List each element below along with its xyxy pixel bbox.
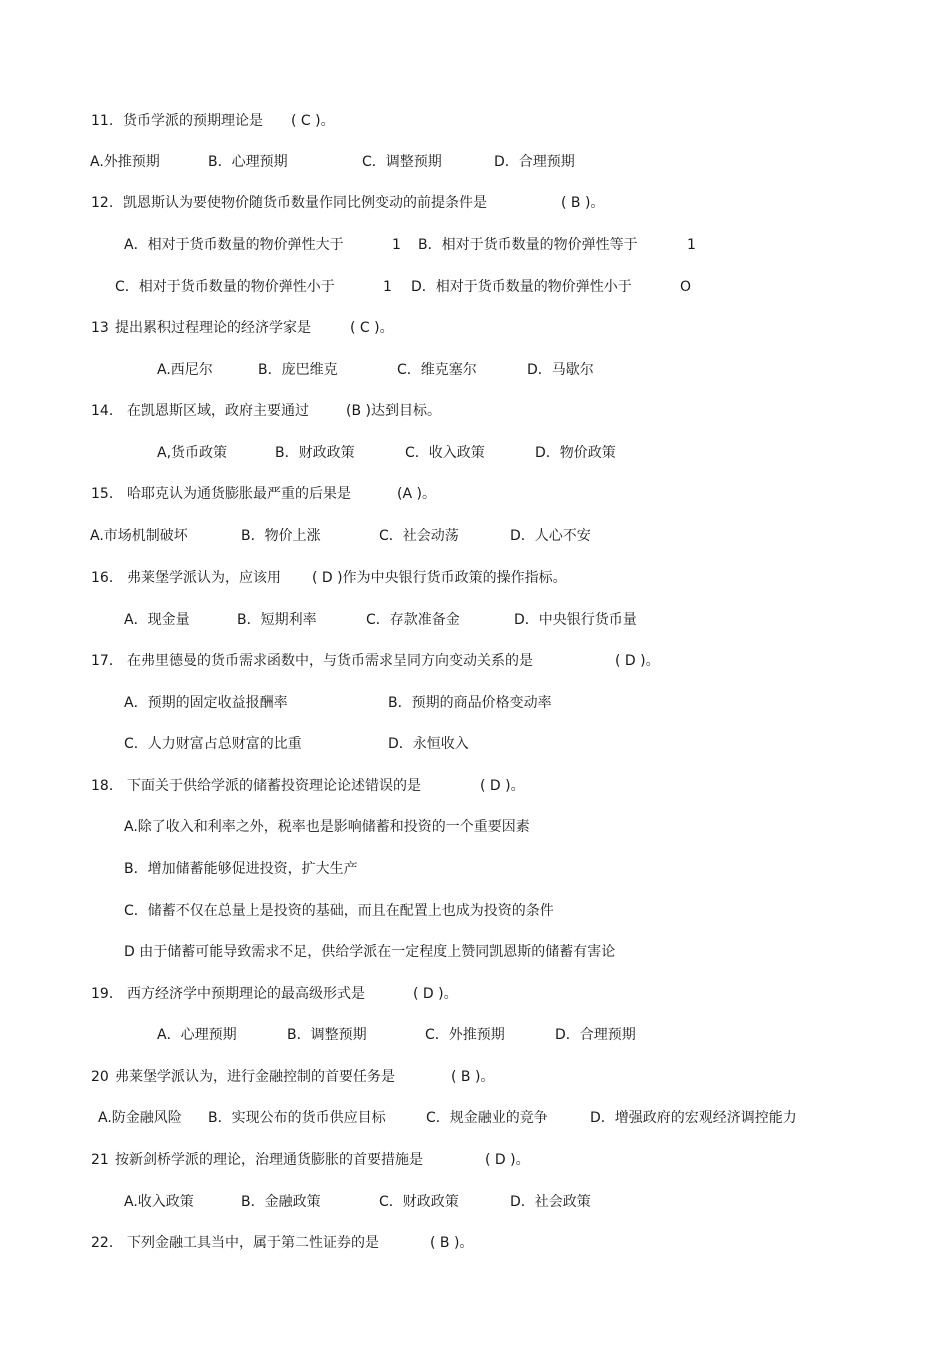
option-c: C．相对于货币数量的物价弹性小于 bbox=[115, 279, 335, 295]
answer-bracket: ( D )作为中央银行货币政策的操作指标。 bbox=[312, 570, 567, 586]
option-b: B．金融政策 bbox=[241, 1194, 321, 1210]
question-number: 22． bbox=[91, 1235, 123, 1251]
option-a: A.外推预期 bbox=[90, 154, 160, 170]
question-stem: 下列金融工具当中，属于第二性证券的是 bbox=[127, 1235, 379, 1251]
question-number: 14． bbox=[91, 403, 123, 419]
option-b: B．物价上涨 bbox=[241, 528, 321, 544]
option-c: C．调整预期 bbox=[362, 154, 442, 170]
question-stem: 在弗里德曼的货币需求函数中，与货币需求呈同方向变动关系的是 bbox=[127, 653, 533, 669]
option-d: D．增强政府的宏观经济调控能力 bbox=[590, 1110, 797, 1126]
question-number: 15． bbox=[91, 486, 123, 502]
option-c: C．社会动荡 bbox=[379, 528, 459, 544]
option-b: B．实现公布的货币供应目标 bbox=[208, 1110, 386, 1126]
option-a: A.西尼尔 bbox=[157, 362, 213, 378]
question-number: 18． bbox=[91, 778, 123, 794]
option-a: A.防金融风险 bbox=[98, 1110, 182, 1126]
option-a: A.市场机制破坏 bbox=[90, 528, 188, 544]
option-a: A．心理预期 bbox=[157, 1027, 237, 1043]
option-d: D．马歇尔 bbox=[527, 362, 594, 378]
option-c: C．外推预期 bbox=[425, 1027, 505, 1043]
option-b: B．财政政策 bbox=[275, 445, 355, 461]
option-b: B．相对于货币数量的物价弹性等于 bbox=[418, 237, 638, 253]
question-number: 16． bbox=[91, 570, 123, 586]
answer-bracket: ( D )。 bbox=[480, 778, 525, 794]
question-stem: 货币学派的预期理论是 bbox=[123, 113, 263, 129]
option-a: A．预期的固定收益报酬率 bbox=[124, 695, 288, 711]
option-c-value: 1 bbox=[383, 279, 392, 295]
option-d: D．社会政策 bbox=[510, 1194, 591, 1210]
option-d: D．中央银行货币量 bbox=[514, 612, 637, 628]
answer-bracket: ( B )。 bbox=[561, 195, 605, 211]
option-a: A．现金量 bbox=[124, 612, 190, 628]
answer-bracket: ( D )。 bbox=[413, 986, 458, 1002]
answer-bracket: ( B )。 bbox=[430, 1235, 474, 1251]
option-d-value: O bbox=[680, 279, 692, 295]
option-c: C．维克塞尔 bbox=[397, 362, 477, 378]
answer-bracket: (A )。 bbox=[397, 486, 436, 502]
question-stem: 在凯恩斯区域，政府主要通过 bbox=[127, 403, 309, 419]
question-stem: 提出累积过程理论的经济学家是 bbox=[115, 320, 311, 336]
option-d: D．合理预期 bbox=[494, 154, 575, 170]
question-number: 20 bbox=[91, 1069, 109, 1085]
answer-bracket: ( D )。 bbox=[615, 653, 660, 669]
option-d: D．物价政策 bbox=[535, 445, 616, 461]
answer-bracket: (B )达到目标。 bbox=[346, 403, 441, 419]
option-d: D．合理预期 bbox=[555, 1027, 636, 1043]
question-stem: 弗莱堡学派认为，进行金融控制的首要任务是 bbox=[115, 1069, 395, 1085]
option-b-value: 1 bbox=[687, 237, 696, 253]
option-a: A.除了收入和利率之外，税率也是影响储蓄和投资的一个重要因素 bbox=[124, 819, 530, 835]
option-d: D．相对于货币数量的物价弹性小于 bbox=[411, 279, 632, 295]
question-stem: 西方经济学中预期理论的最高级形式是 bbox=[127, 986, 365, 1002]
question-stem: 弗莱堡学派认为，应该用 bbox=[127, 570, 281, 586]
question-stem: 下面关于供给学派的储蓄投资理论论述错误的是 bbox=[127, 778, 421, 794]
option-a: A.收入政策 bbox=[124, 1194, 194, 1210]
option-a-value: 1 bbox=[392, 237, 401, 253]
option-c: C．存款准备金 bbox=[366, 612, 460, 628]
option-d: D 由于储蓄可能导致需求不足，供给学派在一定程度上赞同凯恩斯的储蓄有害论 bbox=[124, 944, 616, 960]
answer-bracket: ( D )。 bbox=[485, 1152, 530, 1168]
option-b: B．庞巴维克 bbox=[258, 362, 338, 378]
option-d: D．永恒收入 bbox=[388, 736, 469, 752]
question-stem: 哈耶克认为通货膨胀最严重的后果是 bbox=[127, 486, 351, 502]
option-c: C．规金融业的竞争 bbox=[426, 1110, 548, 1126]
option-c: C．财政政策 bbox=[379, 1194, 459, 1210]
answer-bracket: ( B )。 bbox=[451, 1069, 495, 1085]
question-stem: 凯恩斯认为要使物价随货币数量作同比例变动的前提条件是 bbox=[123, 195, 487, 211]
option-a: A．相对于货币数量的物价弹性大于 bbox=[124, 237, 344, 253]
question-number: 21 bbox=[91, 1152, 109, 1168]
option-b: B．短期利率 bbox=[237, 612, 317, 628]
option-c: C．收入政策 bbox=[405, 445, 485, 461]
answer-bracket: ( C )。 bbox=[350, 320, 394, 336]
answer-bracket: ( C )。 bbox=[291, 113, 335, 129]
question-number: 19． bbox=[91, 986, 123, 1002]
question-stem: 按新剑桥学派的理论，治理通货膨胀的首要措施是 bbox=[115, 1152, 423, 1168]
option-b: B．心理预期 bbox=[208, 154, 288, 170]
option-c: C．储蓄不仅在总量上是投资的基础，而且在配置上也成为投资的条件 bbox=[124, 903, 554, 919]
option-d: D．人心不安 bbox=[510, 528, 591, 544]
option-a: A,货币政策 bbox=[157, 445, 228, 461]
option-b: B．增加储蓄能够促进投资，扩大生产 bbox=[124, 861, 358, 877]
question-number: 17． bbox=[91, 653, 123, 669]
question-number: 11. bbox=[91, 113, 114, 129]
option-c: C．人力财富占总财富的比重 bbox=[124, 736, 302, 752]
question-number: 13 bbox=[91, 320, 109, 336]
option-b: B．调整预期 bbox=[287, 1027, 367, 1043]
option-b: B．预期的商品价格变动率 bbox=[388, 695, 552, 711]
question-number: 12. bbox=[91, 195, 114, 211]
